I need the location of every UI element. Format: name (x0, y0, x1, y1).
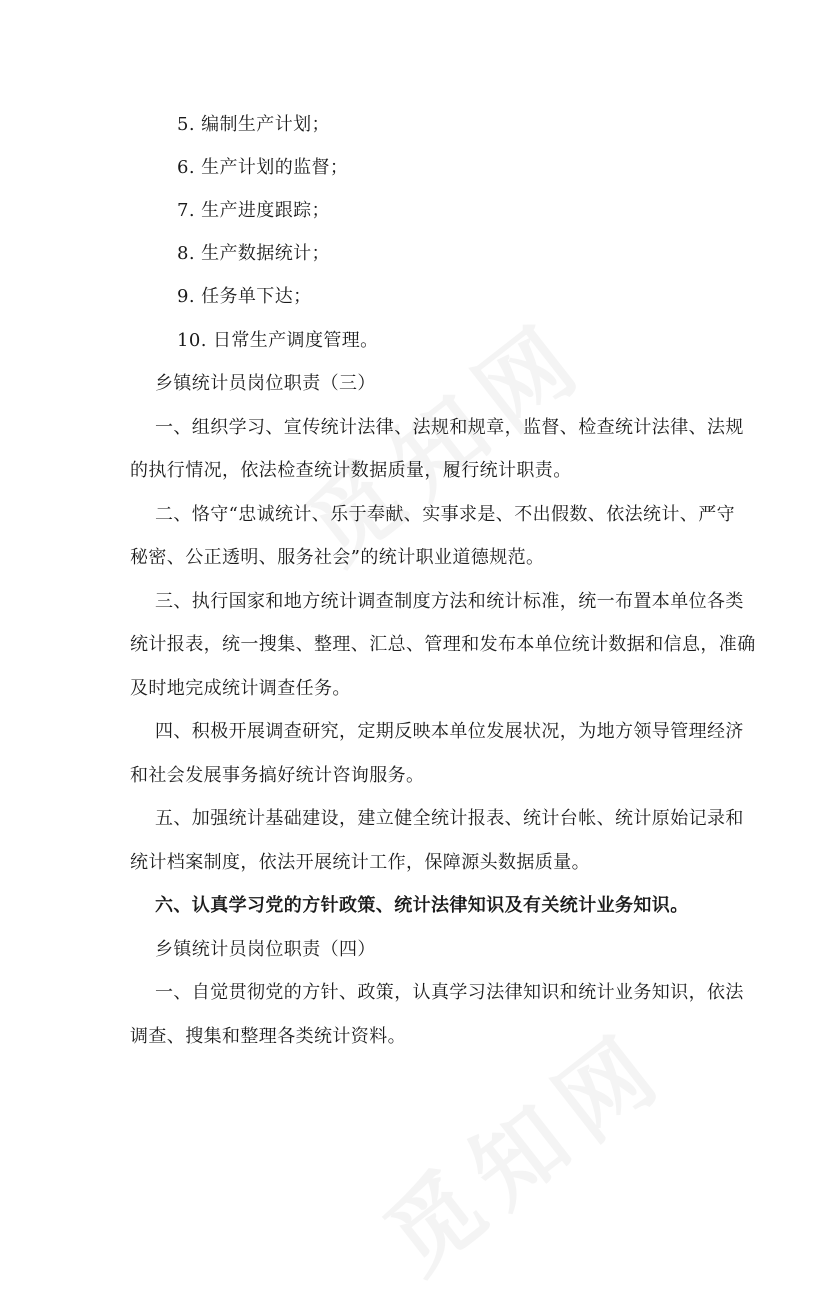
list-item: 5. 编制生产计划； (177, 114, 330, 135)
paragraph-line: 调查、搜集和整理各类统计资料。 (130, 1026, 406, 1047)
paragraph-line: 一、组织学习、宣传统计法律、法规和规章，监督、检查统计法律、法规 (155, 417, 744, 438)
paragraph-line: 及时地完成统计调查任务。 (130, 678, 351, 699)
list-item: 10. 日常生产调度管理。 (177, 330, 379, 351)
list-item: 9. 任务单下达； (177, 286, 312, 307)
list-item: 8. 生产数据统计； (177, 243, 330, 264)
section-heading: 乡镇统计员岗位职责（三） (155, 373, 376, 394)
paragraph-line: 统计档案制度，依法开展统计工作，保障源头数据质量。 (130, 852, 590, 873)
paragraph-line: 二、恪守“忠诚统计、乐于奉献、实事求是、不出假数、依法统计、严守 (155, 504, 735, 525)
paragraph-line: 一、自觉贯彻党的方针、政策，认真学习法律知识和统计业务知识，依法 (155, 982, 744, 1003)
paragraph-line: 三、执行国家和地方统计调查制度方法和统计标准，统一布置本单位各类 (155, 591, 744, 612)
list-item: 7. 生产进度跟踪； (177, 200, 330, 221)
paragraph-line: 统计报表，统一搜集、整理、汇总、管理和发布本单位统计数据和信息，准确 (130, 634, 756, 655)
paragraph-line: 的执行情况，依法检查统计数据质量，履行统计职责。 (130, 460, 572, 481)
section-heading: 乡镇统计员岗位职责（四） (155, 939, 376, 960)
paragraph-line: 四、积极开展调查研究，定期反映本单位发展状况，为地方领导管理经济 (155, 721, 744, 742)
paragraph-line: 五、加强统计基础建设，建立健全统计报表、统计台帐、统计原始记录和 (155, 808, 744, 829)
list-item: 6. 生产计划的监督； (177, 157, 349, 178)
paragraph-line: 和社会发展事务搞好统计咨询服务。 (130, 765, 425, 786)
paragraph-line-bold: 六、认真学习党的方针政策、统计法律知识及有关统计业务知识。 (155, 895, 689, 916)
paragraph-line: 秘密、公正透明、服务社会”的统计职业道德规范。 (130, 547, 545, 568)
